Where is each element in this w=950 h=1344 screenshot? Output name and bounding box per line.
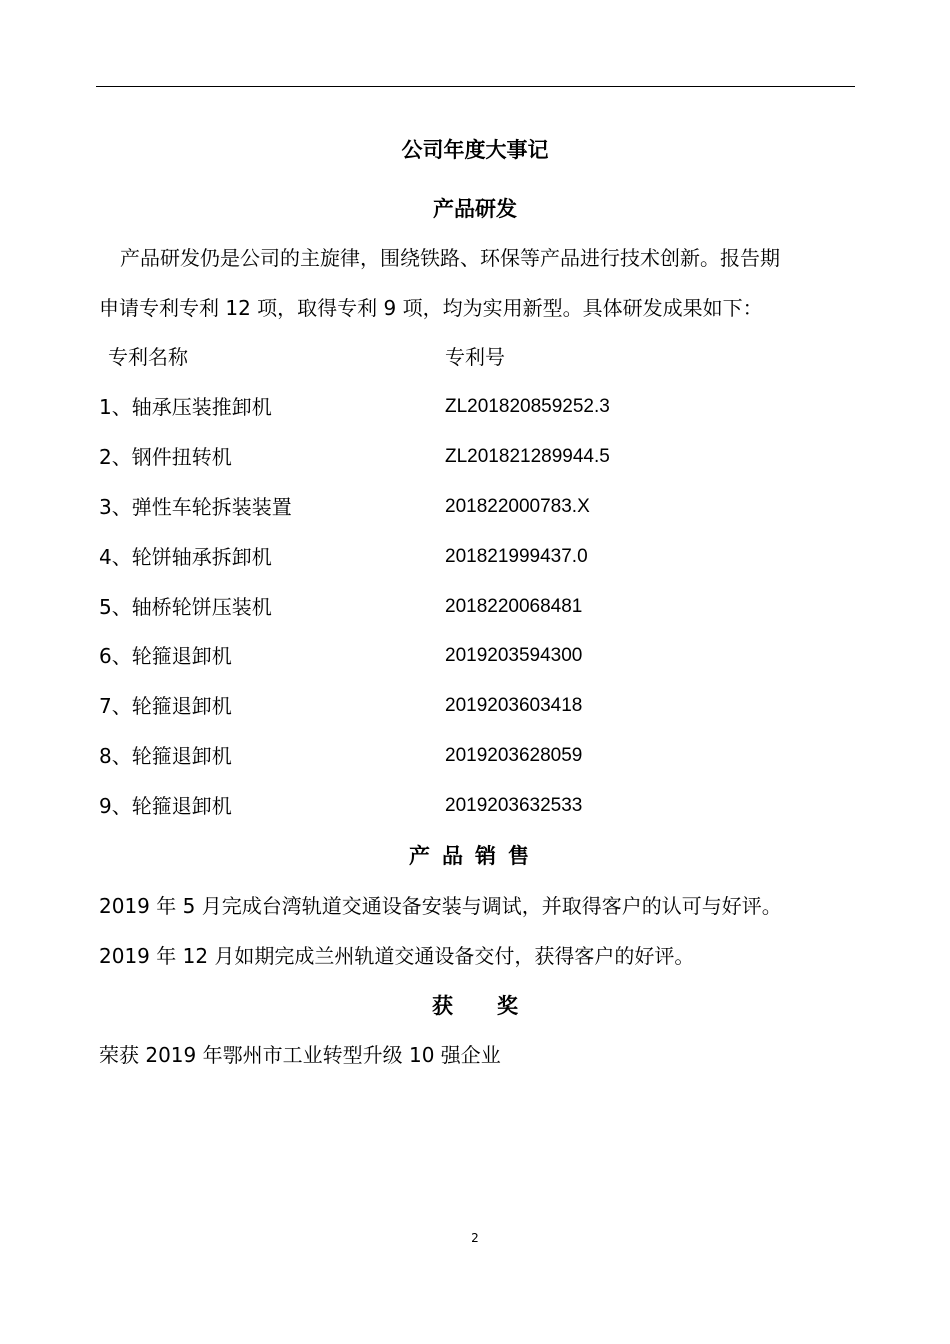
section-heading-rd: 产品研发 [433, 197, 517, 221]
header-rule [96, 86, 855, 87]
awards-heading-part-2: 奖 [497, 994, 518, 1018]
patent-row [0, 791, 950, 821]
patent-row [0, 492, 950, 522]
patent-number: 2019203628059 [445, 745, 583, 766]
patent-row [0, 641, 950, 671]
patent-name: 3、弹性车轮拆装装置 [99, 495, 292, 519]
patent-name: 1、轴承压装推卸机 [99, 395, 272, 419]
patent-number: 2019203603418 [445, 695, 583, 716]
patent-row [0, 392, 950, 422]
patent-row [0, 542, 950, 572]
patent-name: 5、轴桥轮饼压装机 [99, 595, 272, 619]
sales-line-1: 2019 年 5 月完成台湾轨道交通设备安装与调试，并取得客户的认可与好评。 [99, 894, 782, 918]
page-number: 2 [471, 1231, 479, 1245]
awards-heading-part-1: 获 [432, 994, 453, 1018]
patent-number: 201821999437.0 [445, 546, 588, 567]
award-line-1: 荣获 2019 年鄂州市工业转型升级 10 强企业 [99, 1043, 501, 1067]
rd-paragraph-line-1: 产品研发仍是公司的主旋律，围绕铁路、环保等产品进行技术创新。报告期 [120, 246, 780, 270]
patent-name: 6、轮箍退卸机 [99, 644, 232, 668]
patent-number: 2018220068481 [445, 596, 583, 617]
patent-column-header-number: 专利号 [445, 345, 505, 369]
patent-number: 201822000783.X [445, 496, 590, 517]
section-heading-sales: 产品销售 [409, 844, 541, 868]
patent-number: ZL201821289944.5 [445, 446, 610, 467]
page-title: 公司年度大事记 [401, 138, 549, 162]
patent-number: 2019203632533 [445, 795, 583, 816]
patent-name: 9、轮箍退卸机 [99, 794, 232, 818]
sales-line-2: 2019 年 12 月如期完成兰州轨道交通设备交付，获得客户的好评。 [99, 944, 695, 968]
rd-paragraph-line-2: 申请专利专利 12 项，取得专利 9 项，均为实用新型。具体研发成果如下： [99, 296, 763, 320]
patent-name: 8、轮箍退卸机 [99, 744, 232, 768]
patent-row [0, 592, 950, 622]
patent-row [0, 442, 950, 472]
patent-number: 2019203594300 [445, 645, 583, 666]
patent-row [0, 741, 950, 771]
patent-row [0, 691, 950, 721]
patent-number: ZL201820859252.3 [445, 396, 610, 417]
patent-column-header-name: 专利名称 [108, 345, 188, 369]
patent-name: 7、轮箍退卸机 [99, 694, 232, 718]
patent-name: 2、钢件扭转机 [99, 445, 232, 469]
patent-name: 4、轮饼轴承拆卸机 [99, 545, 272, 569]
section-heading-awards [0, 990, 950, 1022]
